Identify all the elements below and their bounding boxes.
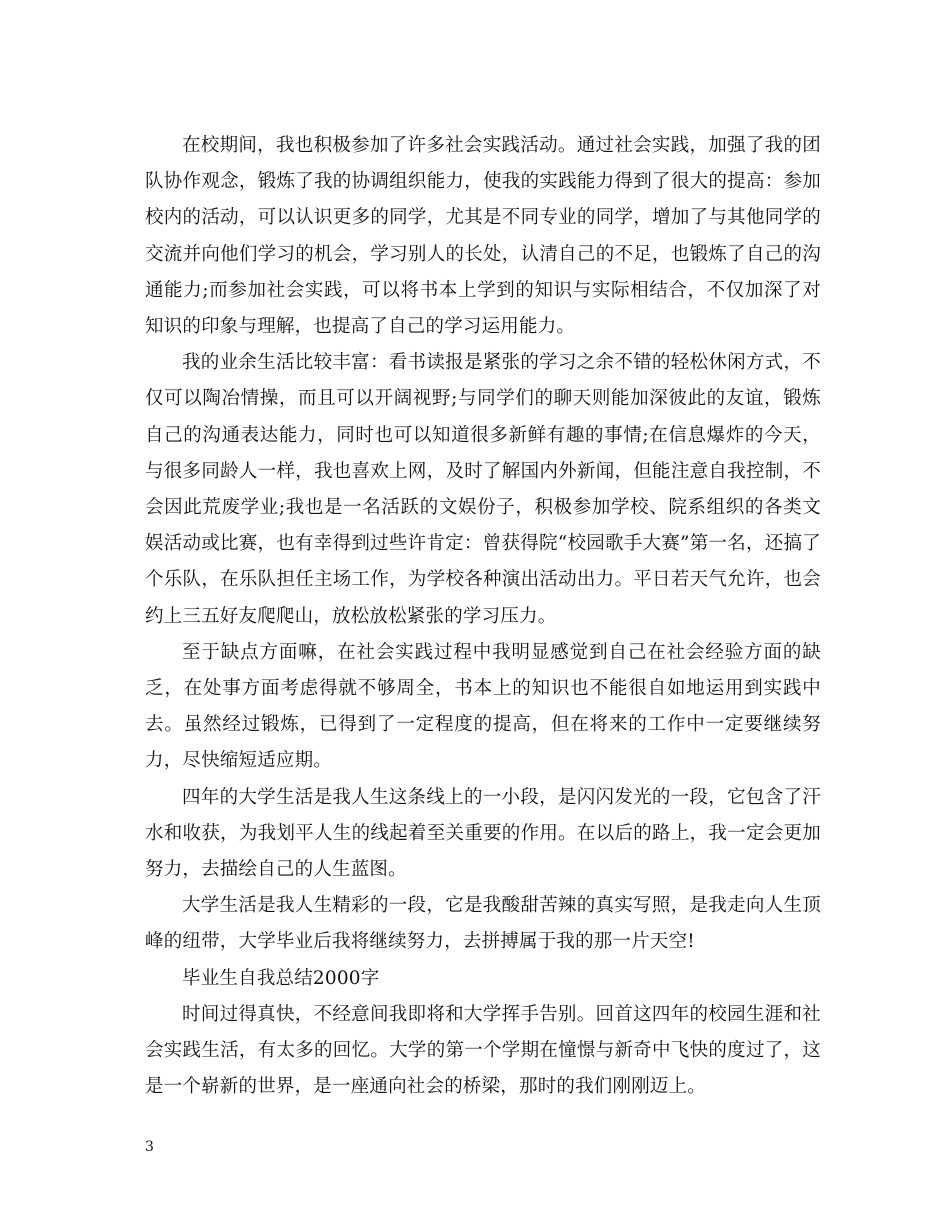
- paragraph-university-life: 大学生活是我人生精彩的一段，它是我酸甜苦辣的真实写照，是我走向人生顶峰的纽带，大学毕业后我将继续努力，去拼搏属于我的那一片天空!: [145, 895, 821, 953]
- paragraph-four-years: 四年的大学生活是我人生这条线上的一小段，是闪闪发光的一段，它包含了汗水和收获，为我划平人生的线起着至关重要的作用。在以后的路上，我一定会更加努力，去描绘自己的人生蓝图。: [145, 786, 821, 881]
- section-heading: 毕业生自我总结2000字: [182, 967, 380, 989]
- paragraph-time-flies: 时间过得真快，不经意间我即将和大学挥手告别。回首这四年的校园生涯和社会实践生活，有太多的回忆。大学的第一个学期在憧憬与新奇中飞快的度过了，这是一个崭新的世界，是一座通向社会的桥梁，那时的我们刚刚迈上。: [145, 1003, 821, 1098]
- paragraph-shortcomings: 至于缺点方面嘛，在社会实践过程中我明显感觉到自己在社会经验方面的缺乏，在处事方面考虑得就不够周全，书本上的知识也不能很自如地运用到实践中去。虽然经过锻炼，已得到了一定程度的提高，但在将来的工作中一定要继续努力，尽快缩短适应期。: [145, 641, 821, 772]
- document-body: [145, 128, 821, 1105]
- paragraph-leisure-life: 我的业余生活比较丰富：看书读报是紧张的学习之余不错的轻松休闲方式，不仅可以陶冶情操，而且可以开阔视野;与同学们的聊天则能加深彼此的友谊，锻炼自己的沟通表达能力，同时也可以知道很多新鲜有趣的事情;在信息爆炸的今天，与很多同龄人一样，我也喜欢上网，及时了解国内外新闻，但能注意自我控制，不会因此荒废学业;我也是一名活跃的文娱份子，积极参加学校、院系组织的各类文娱活动或比赛，也有幸得到过些许肯定：曾获得院“校园歌手大赛”第一名，还搞了个乐队，在乐队担任主场工作，为学校各种演出活动出力。平日若天气允许，也会约上三五好友爬爬山，放松放松紧张的学习压力。: [145, 352, 821, 627]
- page-number: 3: [145, 1139, 154, 1155]
- paragraph-social-practice: 在校期间，我也积极参加了许多社会实践活动。通过社会实践，加强了我的团队协作观念，锻炼了我的协调组织能力，使我的实践能力得到了很大的提高：参加校内的活动，可以认识更多的同学，尤其是不同专业的同学，增加了与其他同学的交流并向他们学习的机会，学习别人的长处，认清自己的不足，也锻炼了自己的沟通能力;而参加社会实践，可以将书本上学到的知识与实际相结合，不仅加深了对知识的印象与理解，也提高了自己的学习运用能力。: [145, 135, 821, 338]
